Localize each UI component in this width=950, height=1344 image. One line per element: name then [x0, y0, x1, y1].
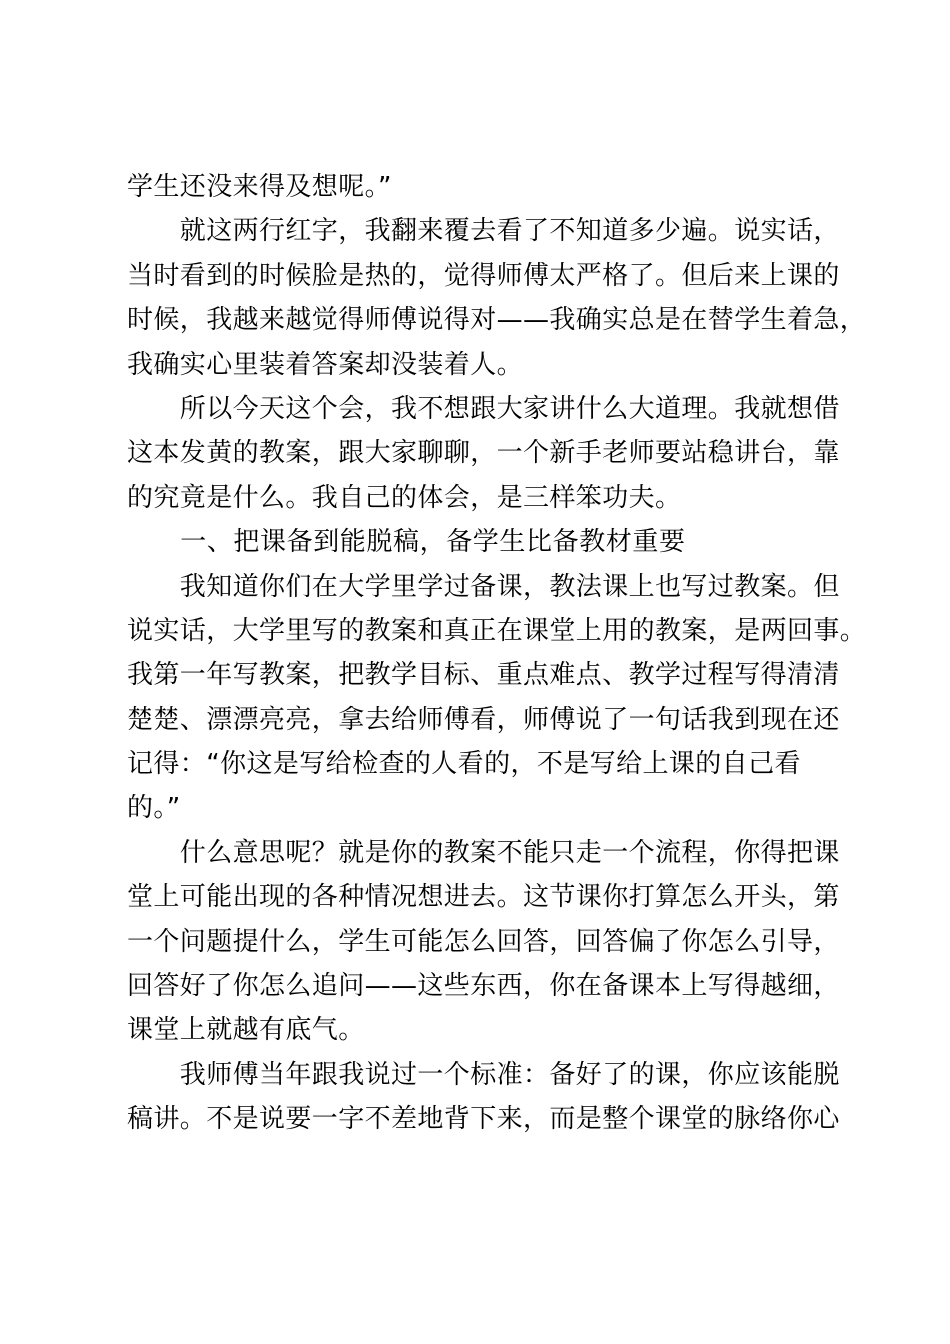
- text-line: 我确实心里装着答案却没装着人。: [127, 349, 524, 380]
- text-line: 这本发黄的教案，跟大家聊聊，一个新手老师要站稳讲台，靠: [127, 438, 840, 469]
- text-line: 课堂上就越有底气。: [127, 1015, 365, 1046]
- text-line: 记得：“你这是写给检查的人看的，不是写给上课的自己看: [127, 749, 801, 780]
- paragraph-first-line: 所以今天这个会，我不想跟大家讲什么大道理。我就想借: [127, 393, 840, 424]
- text-line: 时候，我越来越觉得师傅说得对——我确实总是在替学生着急，: [127, 305, 867, 336]
- text-line: 我第一年写教案，把教学目标、重点难点、教学过程写得清清: [127, 660, 840, 691]
- text-line: 当时看到的时候脸是热的，觉得师傅太严格了。但后来上课的: [127, 260, 840, 291]
- section-heading: 一、把课备到能脱稿，备学生比备教材重要: [127, 527, 686, 558]
- text-line: 回答好了你怎么追问——这些东西，你在备课本上写得越细，: [127, 971, 840, 1002]
- paragraph-first-line: 我知道你们在大学里学过备课，教法课上也写过教案。但: [127, 571, 840, 602]
- text-line: 楚楚、漂漂亮亮，拿去给师傅看，师傅说了一句话我到现在还: [127, 704, 840, 735]
- text-line: 的。”: [127, 793, 181, 824]
- text-line: 学生还没来得及想呢。”: [127, 172, 392, 202]
- paragraph-first-line: 我师傅当年跟我说过一个标准：备好了的课，你应该能脱: [127, 1059, 840, 1090]
- paragraph-first-line: 什么意思呢？就是你的教案不能只走一个流程，你得把课: [127, 837, 840, 868]
- text-line: 说实话，大学里写的教案和真正在课堂上用的教案，是两回事。: [127, 615, 867, 646]
- text-line: 一个问题提什么，学生可能怎么回答，回答偏了你怎么引导，: [127, 926, 840, 957]
- text-line: 稿讲。不是说要一字不差地背下来，而是整个课堂的脉络你心: [127, 1104, 840, 1135]
- text-line: 堂上可能出现的各种情况想进去。这节课你打算怎么开头，第: [127, 882, 840, 913]
- text-line: 的究竟是什么。我自己的体会，是三样笨功夫。: [127, 482, 682, 513]
- paragraph-first-line: 就这两行红字，我翻来覆去看了不知道多少遍。说实话，: [127, 216, 840, 247]
- body-text: [127, 165, 867, 1142]
